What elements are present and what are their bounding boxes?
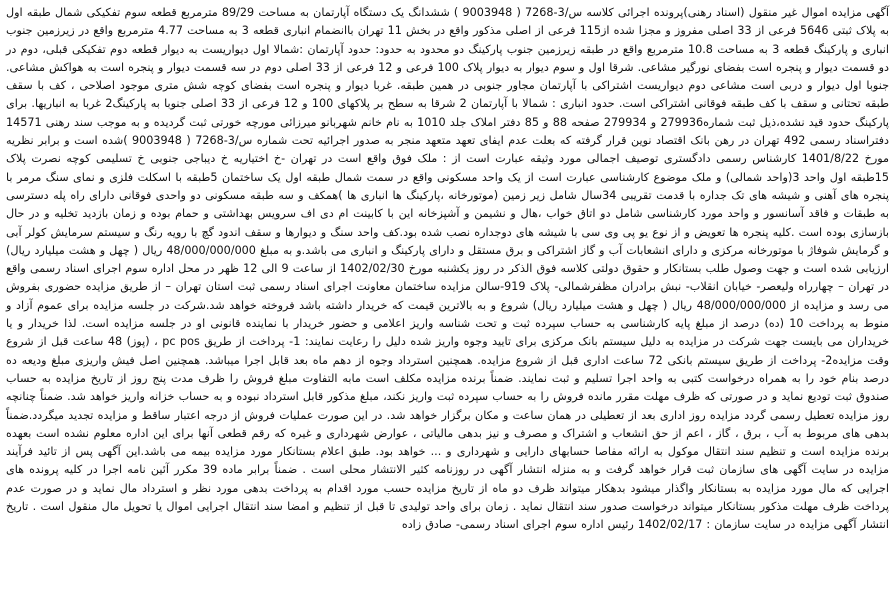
auction-notice-text: آگهی مزایده اموال غیر منقول (اسناد رهنی)پرونده اجرائی کلاسه س/3-7268 ( 9003948 ) ششدانگ یک دستگاه آپارتمان به مساحت 89/29 مترمربع قطعه سوم تفکیکی شمال طبقه اول به پلاک ثبتی 5646 فرعی از 33 اصلی مفروز و مجزا شده از115 فرعی از اصلی مذکور واقع در بخش 11 تهران باانضمام انباری قطعه 3 به مساحت 4.77 مترمربع واقع در زیرزمین جنوب انباری و پارکینگ قطعه 3 به مساحت 10.8 مترمربع واقع در طبقه زیرزمین جنوب پارکینگ دو محدود به حدود: حدود آپارتمان :شمالا اول دیواریست به دیوار قطعه دوم تفکیکی قبلی، دوم در دو قسمت دیوار و پنجره است بفضای نورگیر مشاعی. شرقا اول و سوم دیوار به دیوار پلاک 100 فرعی و 12 فرعی از 33 اصلی دوم در سه قسمت دیوار و پنجره است به هواکش مشاعی. جنوبا اول دیوار و دربی است مشاعی دوم دیواریست اشتراکی با آپارتمان مجاور جنوبی در همین طبقه. غربا دیوار و پنجره است بفضای کوچه شش متری موجود اصلاحی ، کف با سقف طبقه تحتانی و سقف با کف طبقه فوقانی اشتراکی است. حدود انباری : شمالا با آپارتمان 2 شرقا به سطح بر پلاکهای 100 و 12 فرعی از 33 اصلی جنوبا به پارکینگ2 غربا به انباریها. برای پارکینگ حدود قید نشده،ذیل ثبت شماره279936 و 279934 صفحه 88 و 85 دفتر املاک جلد 1010 به نام خانم شهربانو میرزائی مورچه خورتی ثبت گردیده و به موجب سند رهنی 14571 دفتراسناد رسمی 492 تهران در رهن بانک اقتصاد نوین قرار گرفته که بعلت عدم ایفای تعهد متعهد منجر به صدور اجرائیه تحت شماره س/3-7268 ( 9003948 )شده است و برابر نظریه مورخ 1401/8/22 کارشناس رسمی دادگستری توصیف اجمالی مورد وثیقه عبارت است از : ملک فوق واقع است در تهران -خ اختیاریه خ دیباجی جنوبی خ تسلیمی کوچه نصرت پلاک 15طبقه اول واحد 3(واحد شمالی) و ملک موضوع کارشناسی عبارت است از یک واحد مسکونی واقع در سمت شمال طبقه اول یک ساختمان 5طبقه با اسکلت فلزی و نمای سنگ مرمر با پنجره های آهنی و شیشه های تک جداره با قدمت تقریبی 34سال شامل زیر زمین (موتورخانه ،پارکینگ ها انباری ها )همکف و سه طبقه مسکونی دو واحدی فوقانی دارای راه پله دسترسی به طبقات و فاقد آسانسور و واحد مورد کارشناسی شامل دو اتاق خواب ،هال و نشیمن و آشپزخانه این با کابینت ام دی اف سرویس بهداشتی و حمام بوده و زمان بازدید تخلیه و در حال بازسازی بوده است .کلیه پنجره ها تعویض و از نوع یو پی وی سی با شیشه های دوجداره نصب شده بود.کف واحد سنگ و دیوارها و سقف اندود گچ با رویه رنگ و سیستم سرمایش کولر آبی و گرمایش شوفاژ با موتورخانه مرکزی و دارای انشعابات آب و گاز اشتراکی و برق مستقل و دارای پارکینگ و انباری می باشد.و به مبلغ 48/000/000/000 ریال ( چهل و هشت میلیارد ریال) ارزیابی شده است و جهت وصول طلب بستانکار و حقوق دولتی کلاسه فوق الذکر در روز یکشنبه مورخ 1402/02/30 از ساعت 9 الی 12 ظهر در محل اداره سوم اجرای اسناد رسمی واقع در تهران – چهارراه ولیعصر- خیابان انقلاب- نبش برادران مظفرشمالی- پلاک 919-سالن مزایده ساختمان معاونت اجرای اسناد رسمی ثبت استان تهران – از طریق مزایده حضوری بفروش می رسد و مزایده از 48/000/000/000 ریال ( چهل و هشت میلیارد ریال) شروع و به بالاترین قیمت که خریدار داشته باشد فروخته خواهد شد.شرکت در جلسه مزایده برای عموم آزاد و منوط به پرداخت 10 (ده) درصد از مبلغ پایه کارشناسی به حساب سپرده ثبت و تحت شناسه واریز اعلامی و حضور خریدار با نماینده قانونی او در جلسه مزایده است. لذا خریدار و یا خریداران می بایست جهت شرکت در مزایده به دلیل سیستم بانک مرکزی برای تایید وجوه واریز شده دلیل را رعایت نمایند: 1- پرداخت از طریق pc pos ، (پوز) 48 ساعت قبل از شروع وقت مزایده2- پرداخت از طریق سیستم بانکی 72 ساعت اداری قبل از شروع مزایده. همچنین استرداد وجوه از دهم ماه بعد قابل اجرا میباشد. همچنین اصل فیش واریزی مبلغ ودیعه ده درصد بنام خود را به همراه درخواست کتبی به واحد اجرا تسلیم و ثبت نمایند. ضمناً برنده مزایده مکلف است مابه التفاوت مبلغ فروش را ظرف مدت پنج روز از تاریخ مزایده به حساب صندوق ثبت تودیع نماید و در صورتی که ظرف مهلت مقرر مانده فروش را به حساب سپرده ثبت واریز نکند، مبلغ مذکور قابل استرداد نبوده و به حساب خزانه واریز خواهد شد. ضمناً چنانچه روز مزایده تعطیل رسمی گردد مزایده روز اداری بعد از تعطیلی در همان ساعت و مکان برگزار خواهد شد. در این صورت عملیات فروش از درجه اعتبار ساقط و مزایده تجدید میگردد.ضمناً بدهی های مربوط به آب ، برق ، گاز ، اعم از حق انشعاب و اشتراک و مصرف و نیز بدهی مالیاتی ، عوارض شهرداری و غیره که رقم قطعی آنها برای این اداره معلوم نشده است بعهده برنده مزایده است و تنظیم سند انتقال موکول به ارائه مفاصا حسابهای دارایی و شهرداری و ... خواهد بود. طبق اعلام بستانکار مورد مزایده بیمه می باشد.این آگهی پس از تائید فرآیند مزایده در سایت آگهی های سازمان ثبت قرار خواهد گرفت و به منزله انتشار آگهی در روزنامه کثیر الانتشار محلی است . ضمناً برابر ماده 39 مکرر آئین نامه اجرا در کلیه پرونده های اجرایی که مال مورد مزایده به بستانکار واگذار میشود بدهکار میتواند ظرف دو ماه از تاریخ مزایده حسب مورد اقدام به پرداخت بدهی مورد نظر و استرداد مال نماید و در صورت عدم پرداخت ظرف مهلت مذکور بستانکار میتواند درخواست صدور سند انتقال نماید . زمان برای واحد تولیدی تا قبل از تنظیم و امضا سند انتقال اجرایی اموال یا تحویل مال منقول است . تاریخ انتشار آگهی مزایده در سایت سازمان : 1402/02/17 رئیس اداره سوم اجرای اسناد رسمی- صادق زاده	[6, 6, 890, 532]
